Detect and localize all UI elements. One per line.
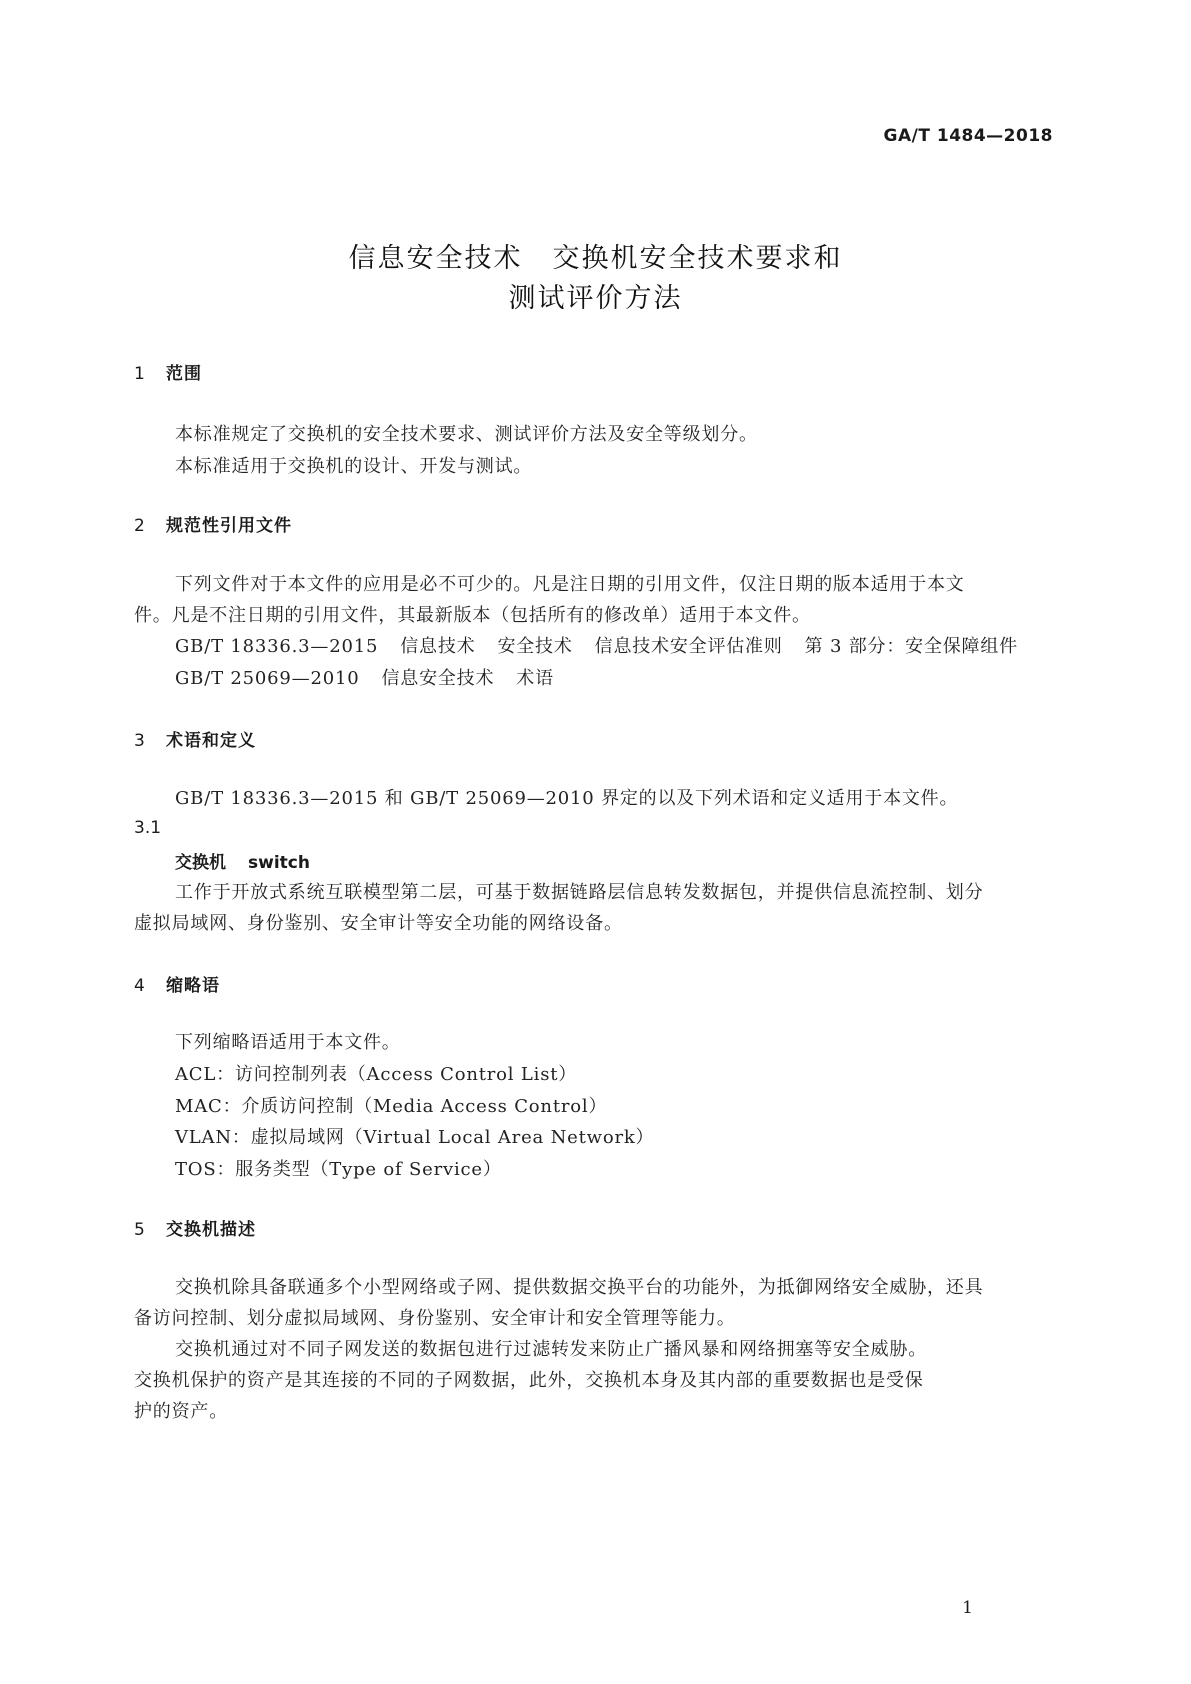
document-title-line-2: 测试评价方法 bbox=[508, 283, 683, 314]
paragraph-line: 交换机通过对不同子网发送的数据包进行过滤转发来防止广播风暴和网络拥塞等安全威胁。 bbox=[175, 1339, 927, 1360]
paragraph-line: 件。凡是不注日期的引用文件，其最新版本（包括所有的修改单）适用于本文件。 bbox=[134, 605, 811, 626]
abbreviation-item: TOS：服务类型（Type of Service） bbox=[175, 1159, 502, 1180]
section-title: 规范性引用文件 bbox=[166, 516, 292, 536]
term-name-en: switch bbox=[248, 853, 310, 873]
abbreviation-item: ACL：访问控制列表（Access Control List） bbox=[175, 1064, 578, 1085]
section-heading-4 bbox=[134, 971, 220, 996]
paragraph-line: 交换机除具备联通多个小型网络或子网、提供数据交换平台的功能外，为抵御网络安全威胁，还具 bbox=[175, 1277, 984, 1298]
section-heading-1 bbox=[134, 359, 202, 384]
title-part-2: 交换机安全技术要求和 bbox=[552, 243, 843, 274]
section-title: 术语和定义 bbox=[166, 731, 256, 751]
reference-code: GB/T 18336.3—2015 bbox=[175, 636, 379, 657]
normative-reference bbox=[175, 632, 1018, 658]
section-number: 2 bbox=[134, 516, 146, 536]
normative-reference bbox=[175, 664, 554, 690]
reference-title-part: 第 3 部分：安全保障组件 bbox=[804, 636, 1018, 657]
term-number: 3.1 bbox=[134, 818, 162, 838]
section-heading-2 bbox=[134, 511, 292, 536]
section-title: 范围 bbox=[166, 364, 202, 384]
section-number: 1 bbox=[134, 364, 146, 384]
reference-title-part: 术语 bbox=[516, 668, 554, 689]
paragraph-line: 交换机保护的资产是其连接的不同的子网数据，此外，交换机本身及其内部的重要数据也是受保 bbox=[134, 1370, 924, 1391]
term-definition-line: 工作于开放式系统互联模型第二层，可基于数据链路层信息转发数据包，并提供信息流控制、划分 bbox=[175, 882, 984, 903]
reference-code: GB/T 25069—2010 bbox=[175, 668, 360, 689]
abbreviation-item: MAC：介质访问控制（Media Access Control） bbox=[175, 1096, 608, 1117]
paragraph: 本标准规定了交换机的安全技术要求、测试评价方法及安全等级划分。 bbox=[175, 424, 758, 445]
reference-title-part: 信息安全技术 bbox=[381, 668, 495, 689]
section-number: 5 bbox=[134, 1220, 146, 1240]
title-part-1: 信息安全技术 bbox=[348, 243, 523, 274]
paragraph-line: 护的资产。 bbox=[134, 1401, 228, 1422]
section-title: 交换机描述 bbox=[166, 1220, 256, 1240]
paragraph: GB/T 18336.3—2015 和 GB/T 25069—2010 界定的以及下列术语和定义适用于本文件。 bbox=[175, 788, 959, 809]
reference-title-part: 信息技术安全评估准则 bbox=[594, 636, 783, 657]
section-number: 4 bbox=[134, 976, 146, 996]
abbreviation-item: VLAN：虚拟局域网（Virtual Local Area Network） bbox=[175, 1127, 655, 1148]
section-heading-5 bbox=[134, 1215, 256, 1240]
term-name-zh: 交换机 bbox=[175, 853, 226, 873]
reference-title-part: 信息技术 bbox=[400, 636, 476, 657]
document-title-line-1 bbox=[0, 236, 1191, 275]
section-number: 3 bbox=[134, 731, 146, 751]
paragraph: 下列缩略语适用于本文件。 bbox=[175, 1032, 401, 1053]
section-heading-3 bbox=[134, 726, 256, 751]
paragraph-line: 备访问控制、划分虚拟局域网、身份鉴别、安全审计和安全管理等能力。 bbox=[134, 1308, 736, 1329]
standard-number: GA/T 1484—2018 bbox=[883, 126, 1053, 146]
page-number: 1 bbox=[962, 1598, 973, 1618]
paragraph: 本标准适用于交换机的设计、开发与测试。 bbox=[175, 456, 533, 477]
reference-title-part: 安全技术 bbox=[497, 636, 573, 657]
term-definition-line: 虚拟局域网、身份鉴别、安全审计等安全功能的网络设备。 bbox=[134, 913, 623, 934]
section-title: 缩略语 bbox=[166, 976, 220, 996]
paragraph-line: 下列文件对于本文件的应用是必不可少的。凡是注日期的引用文件，仅注日期的版本适用于本文 bbox=[175, 574, 965, 595]
term-name bbox=[175, 848, 310, 873]
